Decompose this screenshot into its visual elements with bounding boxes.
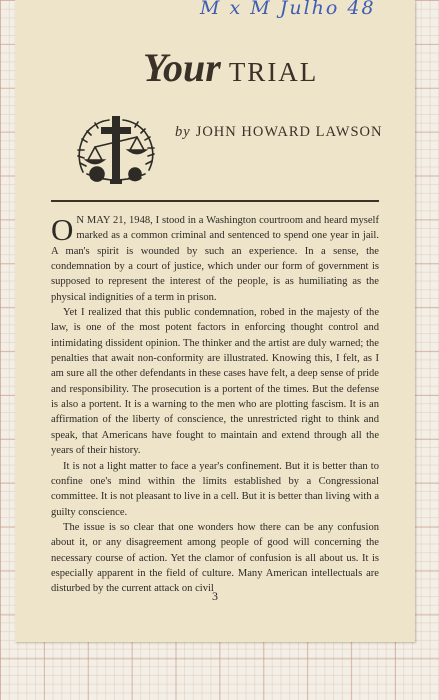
paragraph-1-text: N MAY 21, 1948, I stood in a Washington courtroom and heard myself marked as a common criminal and sentenced to spend one year in jail. A man's spirit is wounded by such an experience. In a sense, the condemnation by a court of justice, which under our form of government is supposed to represent the interest of the people, is as humiliating as the physical indignities of a term in prison. <box>51 215 379 303</box>
handwritten-annotation: M x M Julho 48 <box>200 0 376 19</box>
cross-scales-wreath-emblem-icon <box>73 112 159 188</box>
author-name: JOHN HOWARD LAWSON <box>195 124 383 140</box>
clipping-page <box>15 0 415 642</box>
title-word-your: Your <box>143 45 221 90</box>
title-word-trial: TRIAL <box>228 57 319 87</box>
paragraph-1 <box>51 213 379 305</box>
article-byline <box>175 124 415 141</box>
paragraph-4: The issue is so clear that one wonders how there can be any confusion about it, or any disagreement among people of good will concerning the necessary course of action. Yet the clamor of confusion is all about us. It is especially apparent in the field of culture. Many American intellectuals are disturbed by the current attack on civil <box>51 521 379 595</box>
article-title <box>143 44 403 91</box>
divider-rule <box>51 200 379 202</box>
drop-cap: O <box>51 212 74 247</box>
page-number: 3 <box>212 589 218 603</box>
paragraph-3: It is not a light matter to face a year's confinement. But it is better than to confine one's mind within the limits established by a Congressional committee. It is not pleasant to live in a cell. But it is better than living with a guilty conscience. <box>51 460 379 518</box>
byline-prefix: by <box>175 124 191 140</box>
article-body <box>51 213 379 597</box>
paragraph-2: Yet I realized that this public condemnation, robed in the majesty of the law, is one of the most potent factors in enforcing thought control and intimidating dissident opinion. The thinker and the artist are duly warned; the penalties that await non-conformity are illustrated. Knowing this, I felt, as I am sure all the other defendants in these cases have felt, a deep sense of pride and responsibility. The prosecution is a portent of the times. But the defense is also a portent. It is a warning to the men who are plotting fascism. It is an affirmation of the liberty of conscience, the unrestricted right to think and speak, that Americans have fought to maintain and extend through all the years of their history. <box>51 307 379 457</box>
